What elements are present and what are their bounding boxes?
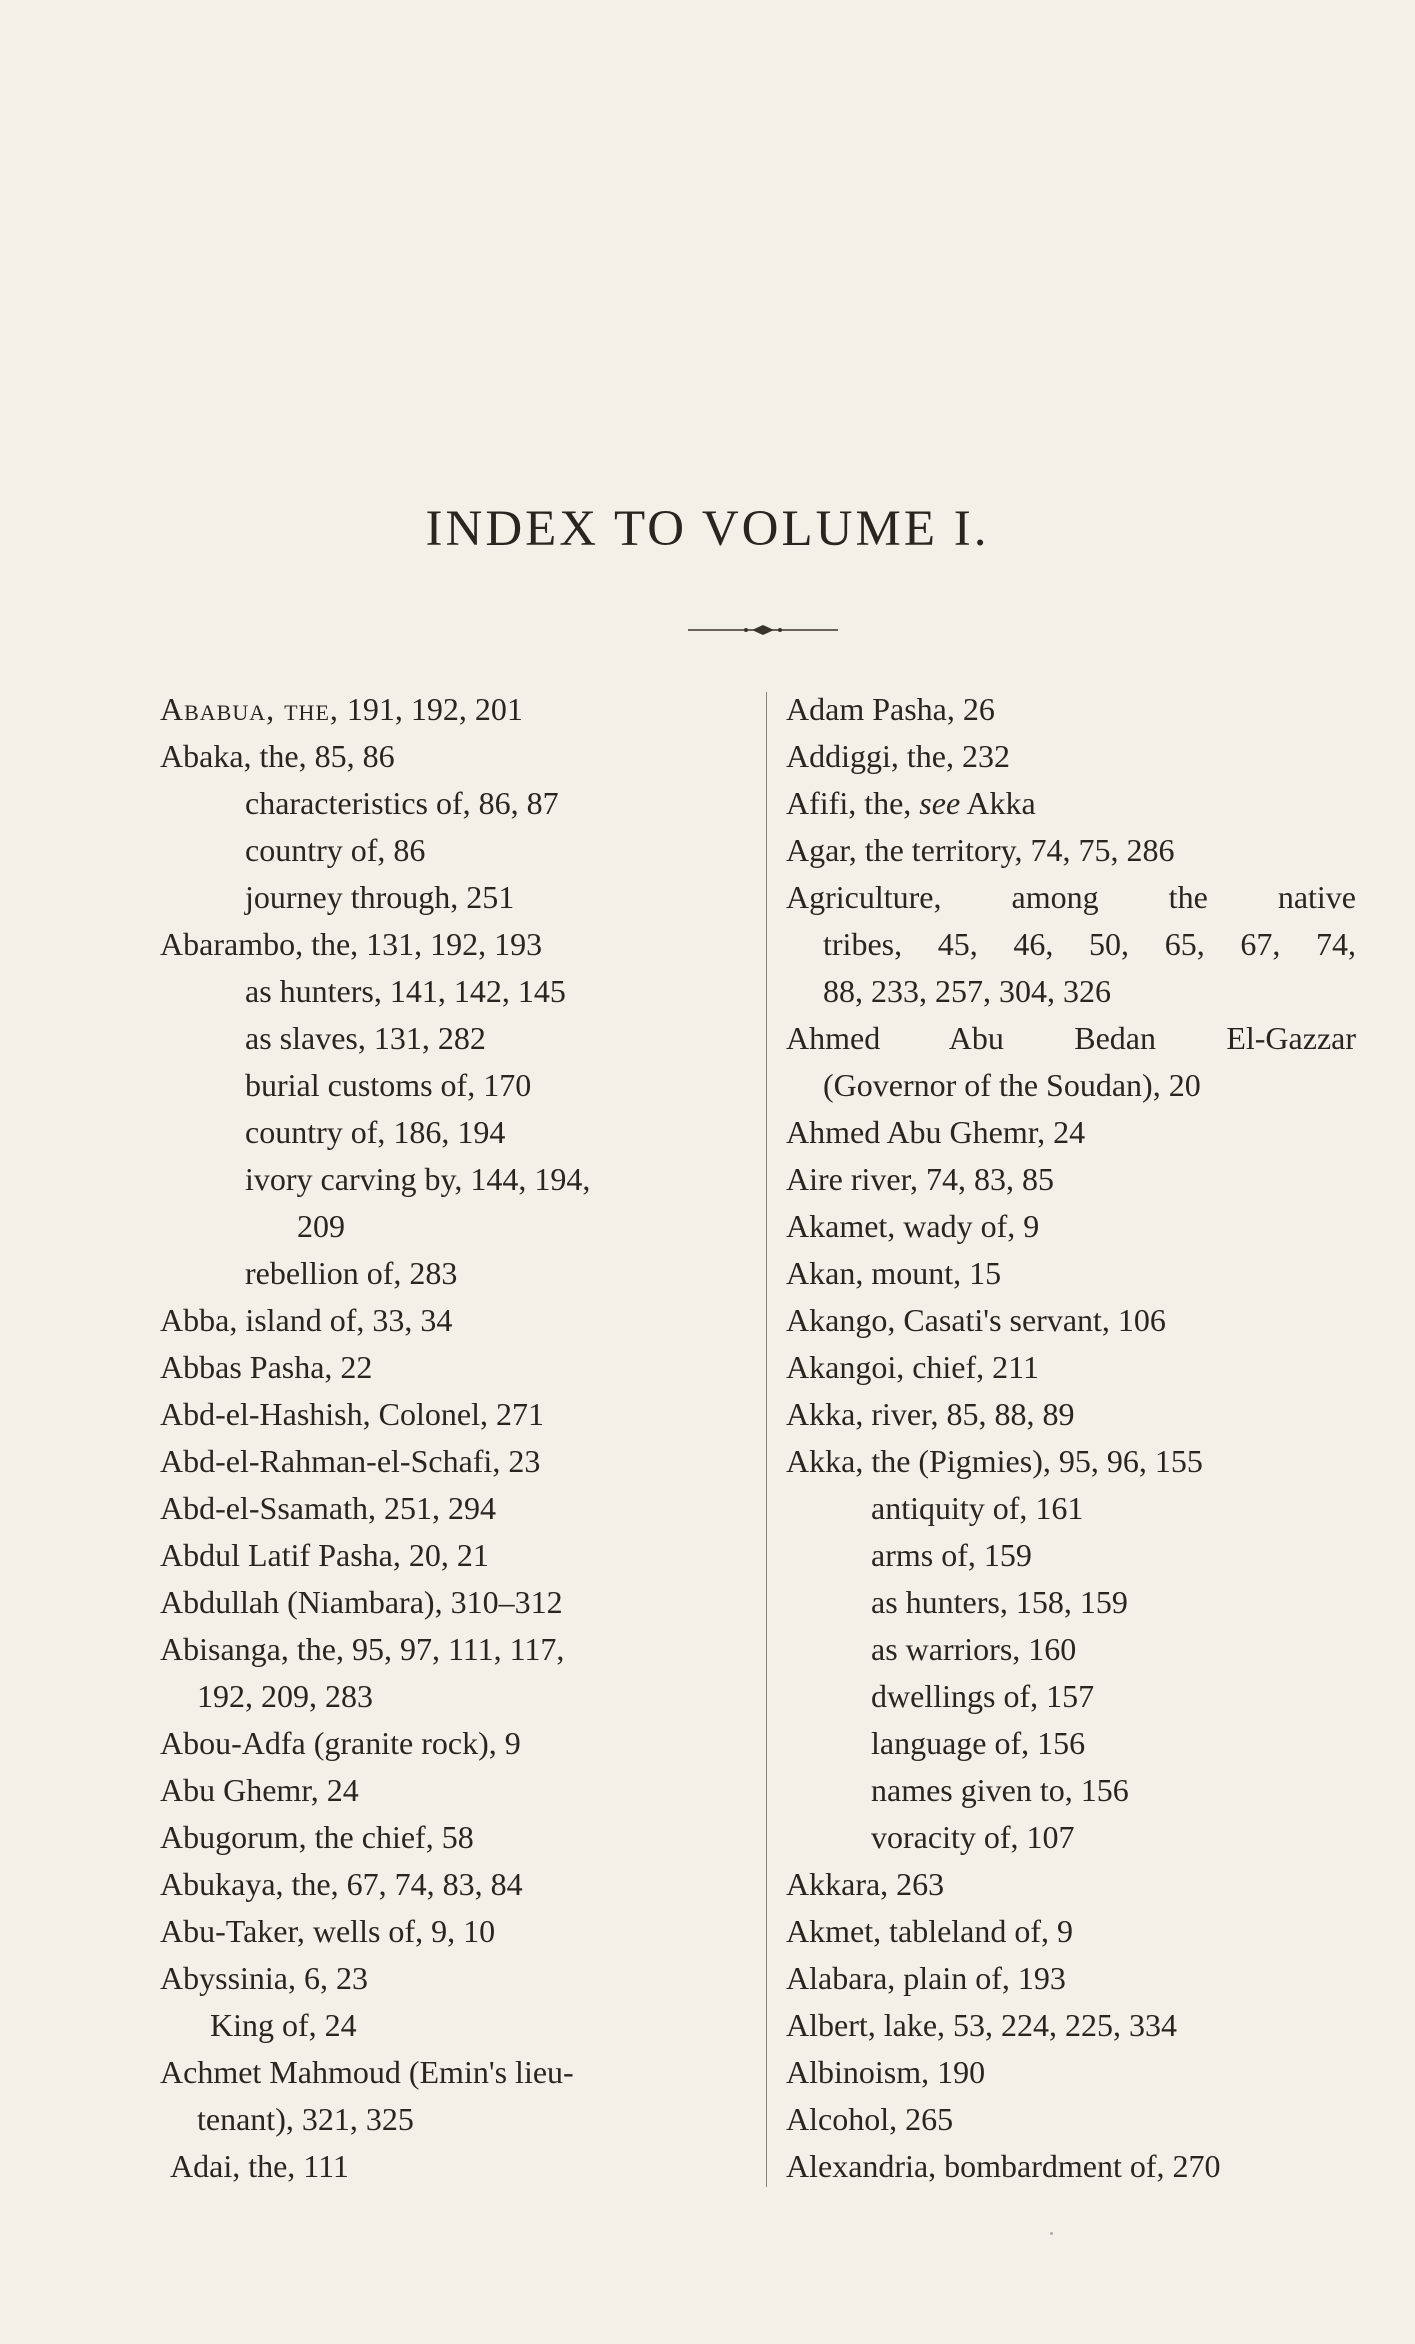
index-subentry: arms of, 159 (871, 1537, 1032, 1573)
index-entry: Albinoism, 190 (786, 2054, 986, 2090)
index-continuation: 88, 233, 257, 304, 326 (823, 973, 1111, 1009)
index-entry: Abou-Adfa (granite rock), 9 (160, 1725, 521, 1761)
see-reference: see (919, 785, 961, 821)
index-subentry: as hunters, 141, 142, 145 (245, 973, 566, 1009)
index-entry: Akmet, tableland of, 9 (786, 1913, 1074, 1949)
index-entry: Aire river, 74, 83, 85 (786, 1161, 1054, 1197)
index-entry: Achmet Mahmoud (Emin's lieu- (160, 2054, 574, 2090)
index-entry: Ahmed Abu Bedan El-Gazzar (786, 1020, 1356, 1056)
index-subentry: voracity of, 107 (871, 1819, 1075, 1855)
index-entry: Akango, Casati's servant, 106 (786, 1302, 1166, 1338)
entry-head-smallcaps: Ababua, the, (160, 691, 339, 727)
index-entry: Abu-Taker, wells of, 9, 10 (160, 1913, 496, 1949)
index-subentry: rebellion of, 283 (245, 1255, 458, 1291)
index-entry: Abdul Latif Pasha, 20, 21 (160, 1537, 489, 1573)
index-subentry: as warriors, 160 (871, 1631, 1077, 1667)
index-entry (160, 686, 745, 733)
column-divider (766, 692, 767, 2187)
index-entry: Abarambo, the, 131, 192, 193 (160, 926, 543, 962)
index-entry: Abd-el-Hashish, Colonel, 271 (160, 1396, 544, 1432)
index-subentry: burial customs of, 170 (245, 1067, 532, 1103)
index-entry: Abd-el-Rahman-el-Schafi, 23 (160, 1443, 541, 1479)
index-entry: Addiggi, the, 232 (786, 738, 1010, 774)
index-entry (786, 780, 1356, 827)
index-entry: Abba, island of, 33, 34 (160, 1302, 453, 1338)
index-entry: Agriculture, among the native (786, 879, 1356, 915)
index-entry: Abd-el-Ssamath, 251, 294 (160, 1490, 496, 1526)
index-entry: Abyssinia, 6, 23 (160, 1960, 368, 1996)
index-entry: Alexandria, bombardment of, 270 (786, 2148, 1221, 2184)
index-subentry: as slaves, 131, 282 (245, 1020, 486, 1056)
index-entry: Akka, river, 85, 88, 89 (786, 1396, 1075, 1432)
index-subentry: as hunters, 158, 159 (871, 1584, 1128, 1620)
index-entry: Akamet, wady of, 9 (786, 1208, 1040, 1244)
index-subentry: antiquity of, 161 (871, 1490, 1084, 1526)
index-entry: Abugorum, the chief, 58 (160, 1819, 474, 1855)
index-entry: Alabara, plain of, 193 (786, 1960, 1066, 1996)
index-entry: Akan, mount, 15 (786, 1255, 1002, 1291)
index-subentry: dwellings of, 157 (871, 1678, 1095, 1714)
index-subentry: country of, 186, 194 (245, 1114, 506, 1150)
index-entry: Akkara, 263 (786, 1866, 945, 1902)
paper-speck (1050, 2232, 1053, 2235)
entry-head: Afifi, the, (786, 785, 920, 821)
index-entry: Akka, the (Pigmies), 95, 96, 155 (786, 1443, 1203, 1479)
index-subentry: King of, 24 (210, 2007, 357, 2043)
index-continuation: 192, 209, 283 (197, 1678, 373, 1714)
entry-target: Akka (960, 785, 1036, 821)
index-subentry: journey through, 251 (245, 879, 515, 915)
index-entry: Agar, the territory, 74, 75, 286 (786, 832, 1175, 868)
index-entry: Abisanga, the, 95, 97, 111, 117, (160, 1631, 565, 1667)
index-column-right (786, 686, 1356, 2190)
index-entry: Abukaya, the, 67, 74, 83, 84 (160, 1866, 523, 1902)
index-subentry: language of, 156 (871, 1725, 1086, 1761)
index-continuation: tribes, 45, 46, 50, 65, 67, 74, (823, 926, 1356, 962)
index-continuation: (Governor of the Soudan), 20 (823, 1067, 1201, 1103)
index-continuation: 209 (297, 1208, 345, 1244)
index-subentry: ivory carving by, 144, 194, (245, 1161, 591, 1197)
index-subentry: country of, 86 (245, 832, 426, 868)
index-continuation: tenant), 321, 325 (197, 2101, 414, 2137)
index-entry: Akangoi, chief, 211 (786, 1349, 1039, 1385)
index-entry: Abbas Pasha, 22 (160, 1349, 373, 1385)
index-entry: Albert, lake, 53, 224, 225, 334 (786, 2007, 1178, 2043)
entry-pages: 191, 192, 201 (338, 691, 523, 727)
index-entry: Adam Pasha, 26 (786, 691, 995, 727)
index-entry: Ahmed Abu Ghemr, 24 (786, 1114, 1086, 1150)
index-subentry: characteristics of, 86, 87 (245, 785, 559, 821)
index-entry: Alcohol, 265 (786, 2101, 954, 2137)
index-subentry: names given to, 156 (871, 1772, 1129, 1808)
page-title: INDEX TO VOLUME I. (425, 501, 990, 557)
index-column-left (160, 686, 745, 2190)
index-entry: Abu Ghemr, 24 (160, 1772, 359, 1808)
index-entry: Adai, the, 111 (170, 2148, 349, 2184)
ornament-divider (688, 620, 838, 640)
index-entry: Abdullah (Niambara), 310–312 (160, 1584, 563, 1620)
index-entry: Abaka, the, 85, 86 (160, 738, 395, 774)
